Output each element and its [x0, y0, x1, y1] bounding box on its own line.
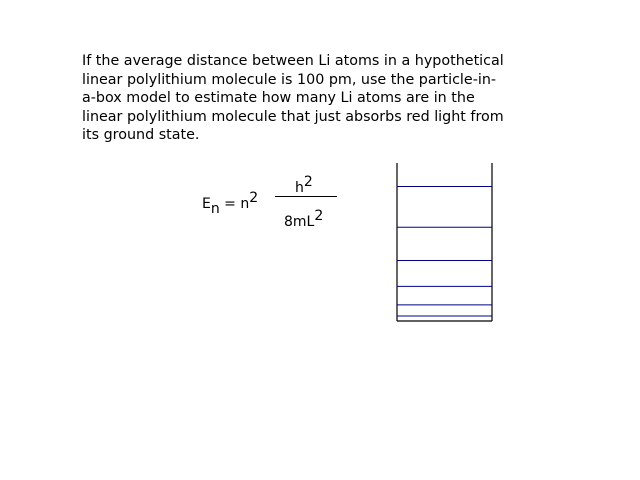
formula-equals: = [219, 196, 241, 212]
formula-n-exponent: 2 [249, 190, 259, 206]
formula-denominator-exponent: 2 [314, 208, 324, 224]
formula-numerator-base: h [295, 180, 304, 196]
formula-symbol-e: E [202, 196, 211, 212]
formula-numerator-exponent: 2 [303, 174, 313, 190]
question-text: If the average distance between Li atoms in a hypothetical linear polylithium molecule is 100 pm, use the particle-in- a-box model to estimate how many Li atoms are in the linear polylithium molecule that just absorbs red light from its ground state. [82, 53, 504, 143]
formula-denominator-base: 8mL [284, 214, 315, 230]
formula-subscript-n: n [210, 201, 220, 217]
energy-levels [397, 187, 492, 317]
formula-n-base: n [240, 196, 250, 212]
